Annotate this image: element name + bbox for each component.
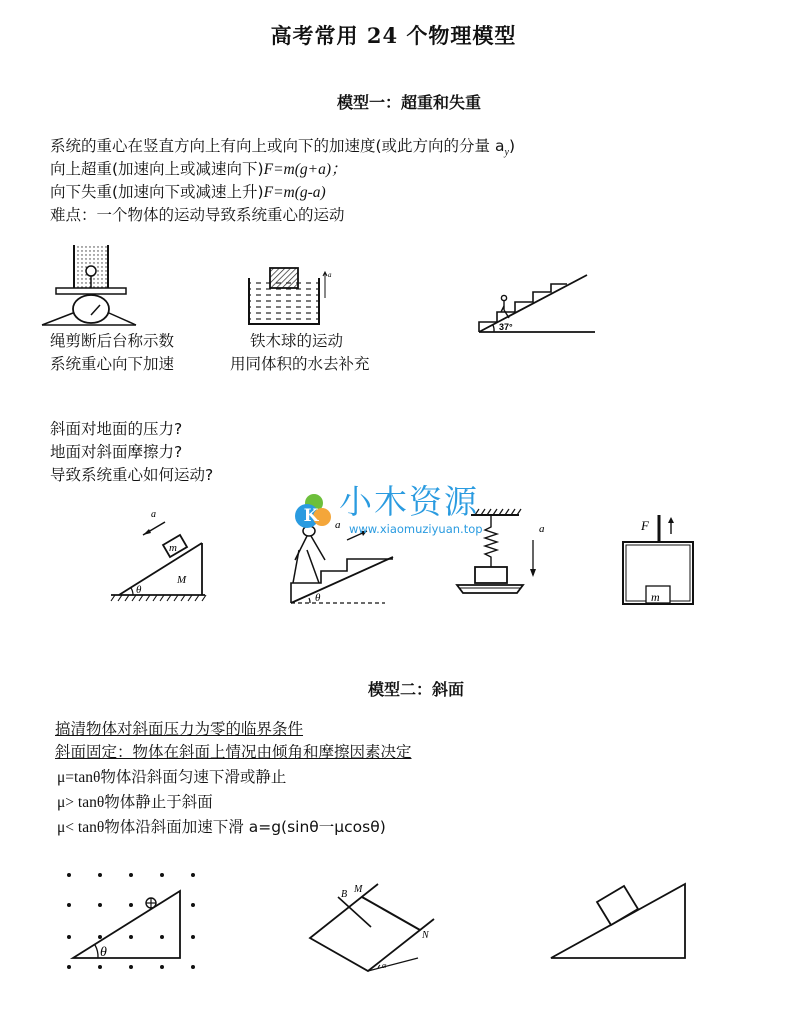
box-m-label: m: [651, 590, 660, 604]
field-theta-label: θ: [100, 945, 107, 960]
question-1: 斜面对地面的压力?: [50, 420, 183, 438]
question-3: 导致系统重心如何运动?: [50, 466, 214, 484]
watermark-logo-icon: [295, 494, 331, 530]
stairs-figure: [475, 272, 595, 342]
label-m: m: [169, 542, 177, 554]
condition-relation: μ=tanθ: [57, 769, 101, 786]
condition-text: 物体静止于斜面: [104, 793, 213, 811]
logo-letter: K: [303, 506, 319, 526]
scale-caption-2: 系统重心向下加速: [50, 355, 175, 373]
box-F-label: F: [641, 518, 649, 533]
model1-line-3: [50, 181, 326, 204]
scale-figure: [40, 245, 150, 335]
label-theta: θ: [136, 584, 142, 596]
line-text: 向下失重(加速向下或减速上升): [50, 183, 264, 201]
close-paren: ): [508, 137, 515, 155]
spring-a-label: a: [539, 523, 545, 535]
tank-caption-1: 铁木球的运动: [250, 332, 344, 350]
model1-line-2: [50, 158, 347, 181]
tank-a-label: a: [328, 271, 332, 279]
rails-alpha-label: α: [382, 961, 387, 970]
condition-equal: [57, 766, 286, 789]
angle-37-label: 37°: [499, 322, 513, 332]
tank-caption-2: 用同体积的水去补充: [230, 355, 370, 373]
rails-N-label: N: [422, 930, 429, 941]
watermark: [295, 482, 495, 536]
escalator-theta-label: θ: [315, 592, 321, 604]
label-a: a: [151, 509, 156, 520]
model1-heading: 模型一：超重和失重: [337, 93, 482, 112]
subscript-y: y: [504, 147, 509, 159]
condition-less: [57, 816, 386, 839]
model2-heading: 模型二：斜面: [368, 680, 465, 699]
formula-overweight: F=m(g+a)；: [263, 161, 347, 178]
model2-underlined-2: 斜面固定：物体在斜面上情况由倾角和摩擦因素决定: [55, 743, 412, 761]
incline-mM-diagram: [105, 505, 210, 605]
field-incline-diagram: [55, 865, 215, 975]
rails-B-label: B: [341, 889, 348, 900]
box-diagram: [615, 510, 715, 610]
line-text: 系统的重心在竖直方向上有向上或向下的加速度(或此方向的分量 a: [50, 137, 505, 155]
condition-greater: [57, 791, 213, 814]
condition-text: 物体沿斜面加速下滑 a=g(sinθ一μcosθ): [104, 818, 386, 836]
rails-M-label: M: [354, 884, 363, 895]
watermark-url: www.xiaomuziyuan.top: [349, 522, 483, 536]
formula-weightless: F=m(g-a): [263, 184, 326, 201]
block-incline-diagram: [545, 880, 725, 965]
condition-relation: μ> tanθ: [57, 794, 105, 811]
condition-relation: μ< tanθ: [57, 819, 105, 836]
watermark-brand: 小木资源: [339, 482, 479, 521]
scale-caption-1: 绳剪断后台称示数: [50, 332, 175, 350]
rails-diagram: [300, 870, 450, 980]
model1-line-4: 难点：一个物体的运动导致系统重心的运动: [50, 206, 345, 224]
line-text: 向上超重(加速向上或减速向下): [50, 160, 264, 178]
tank-figure: [245, 268, 335, 328]
escalator-a-label: a: [335, 519, 341, 531]
model2-underlined-1: 搞清物体对斜面压力为零的临界条件: [55, 720, 304, 738]
condition-text: 物体沿斜面匀速下滑或静止: [100, 768, 287, 786]
document-title: 高考常用 24 个物理模型: [270, 23, 517, 48]
label-M: M: [177, 574, 187, 586]
question-2: 地面对斜面摩擦力?: [50, 443, 183, 461]
